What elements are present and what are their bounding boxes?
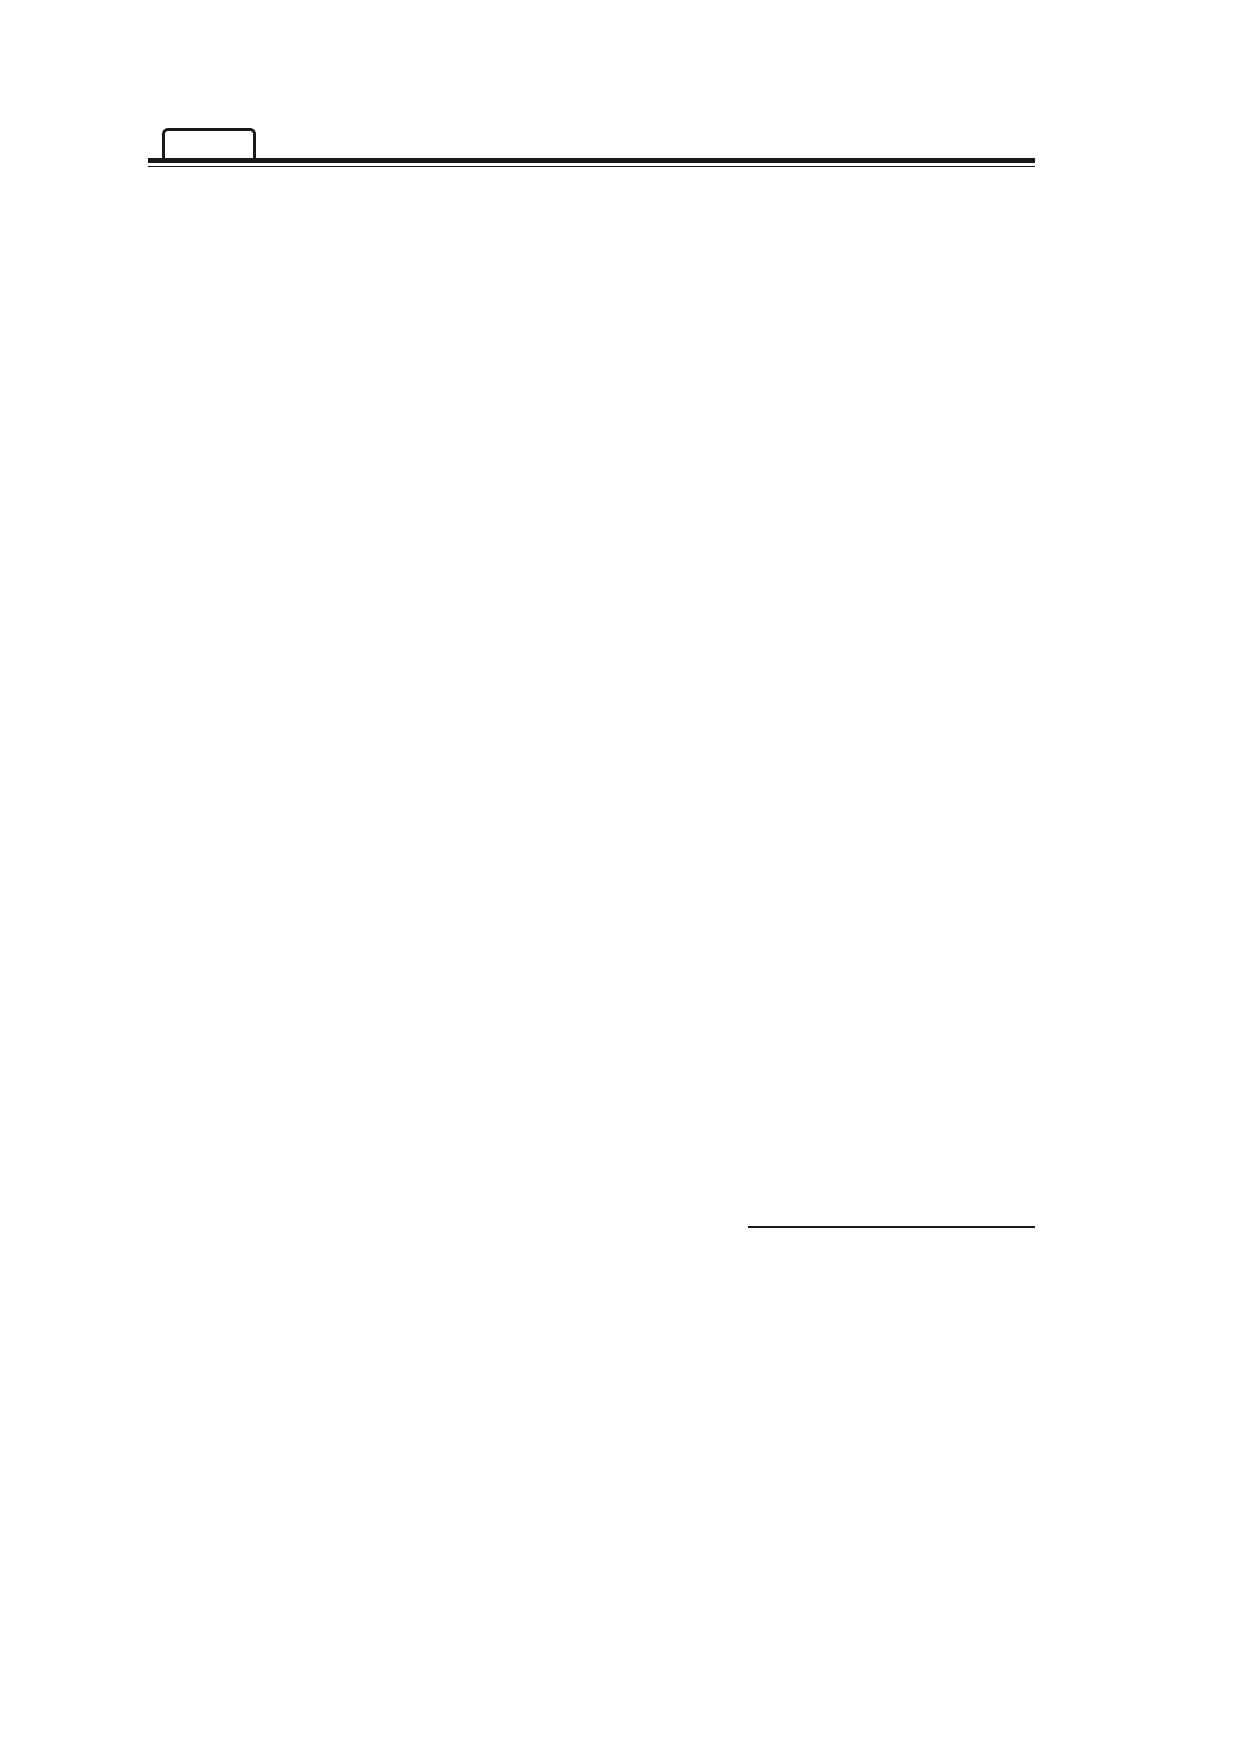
page-header bbox=[148, 128, 1035, 168]
page-number bbox=[162, 128, 256, 161]
header-rule bbox=[148, 158, 1035, 163]
footnote-rule bbox=[748, 1226, 1035, 1228]
header-rule-thin bbox=[148, 166, 1035, 167]
body-text bbox=[148, 215, 1035, 269]
